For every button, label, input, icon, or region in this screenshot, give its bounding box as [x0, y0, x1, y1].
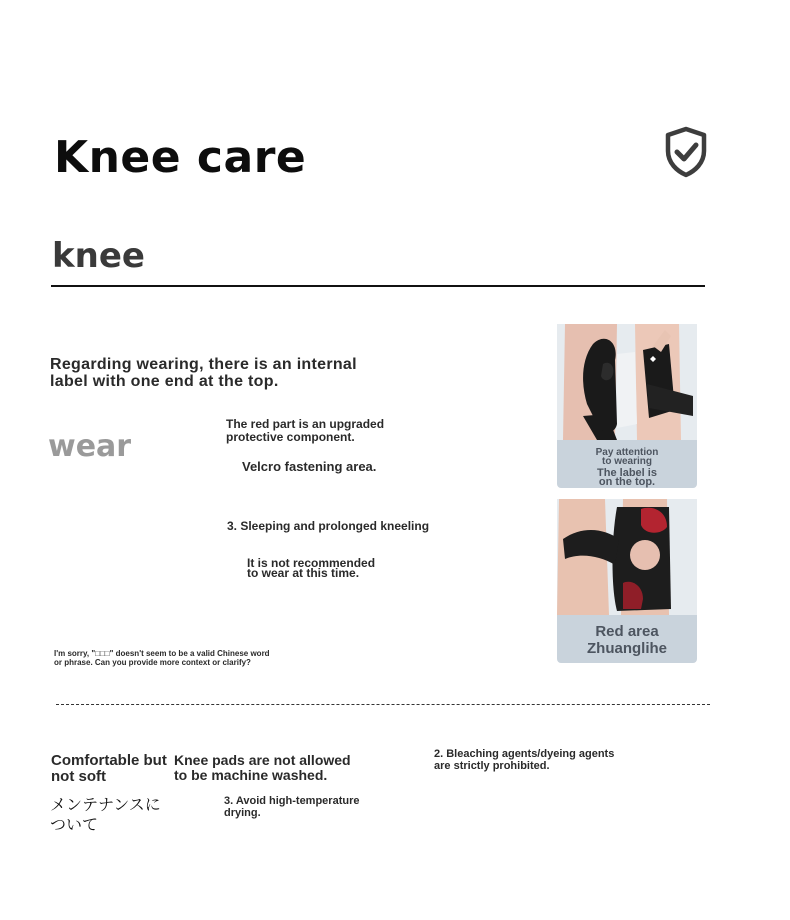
knee-brace-wearing-image: [557, 324, 697, 440]
maintenance-jp-text: メンテナンスに ついて: [50, 795, 161, 834]
product-image-card-wearing: [557, 324, 697, 488]
section-subtitle: knee: [52, 236, 145, 276]
shield-check-icon: [664, 127, 708, 177]
wear-heading-text: wear: [48, 429, 132, 464]
bleaching-text: 2. Bleaching agents/dyeing agents are strictly prohibited.: [434, 748, 615, 772]
page-title: Knee care: [54, 132, 307, 183]
red-part-text: The red part is an upgraded protective component.: [226, 417, 385, 444]
comfortable-text: Comfortable but not soft: [51, 752, 167, 785]
drying-text: 3. Avoid high-temperature drying.: [224, 795, 360, 819]
not-recommended-text: It is not recommended to wear at this time.: [247, 556, 376, 581]
dashed-divider: [56, 704, 710, 705]
product-image-card-red-area: [557, 499, 697, 663]
apology-note: I'm sorry, "□□□" doesn't seem to be a valid Chinese word or phrase. Can you provide more context or clarify?: [54, 649, 270, 668]
sleeping-text: 3. Sleeping and prolonged kneeling: [227, 519, 430, 533]
wear-heading-ghost: [48, 429, 132, 464]
velcro-text: Velcro fastening area.: [242, 459, 377, 474]
card-caption-label: The label is on the top.: [597, 467, 657, 488]
card-caption-wearing: Pay attention to wearing: [595, 447, 659, 467]
machine-wash-text: Knee pads are not allowed to be machine washed.: [174, 752, 351, 783]
knee-brace-red-area-image: [557, 499, 697, 615]
divider-line: [51, 285, 705, 287]
card-caption-red-area: Red area Zhuanglihe: [587, 623, 667, 657]
wearing-intro-text: Regarding wearing, there is an internal label with one end at the top.: [50, 356, 357, 390]
